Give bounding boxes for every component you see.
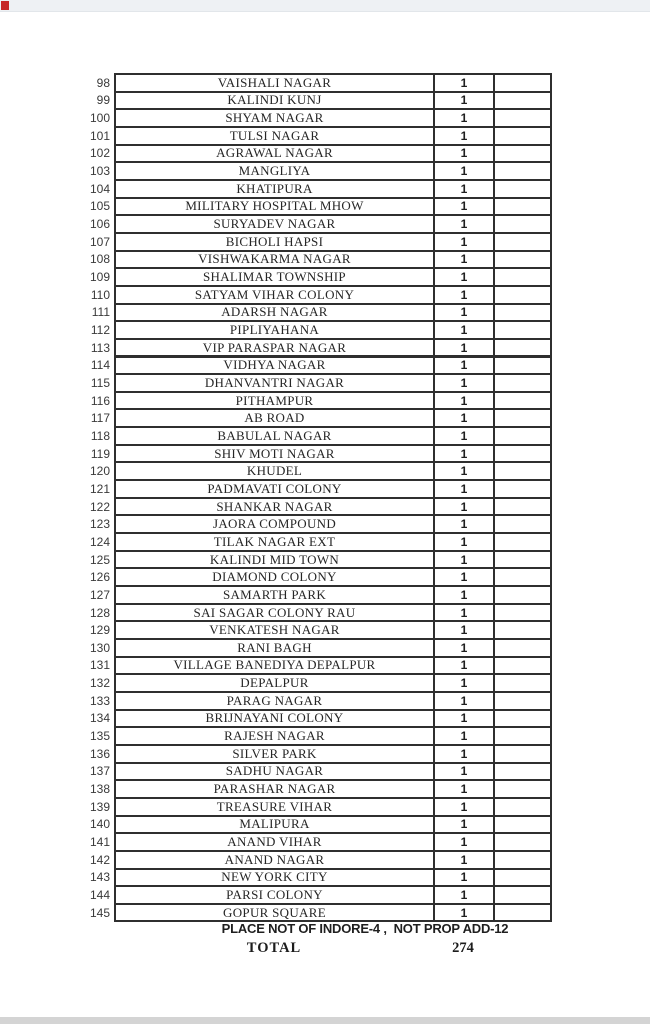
locality-name-cell: PARSI COLONY [226,887,323,903]
empty-cell [493,711,550,727]
locality-name-cell: AGRAWAL NAGAR [216,145,333,161]
count-cell: 1 [433,552,493,568]
locality-name-cell: KHATIPURA [236,180,313,196]
row-number: 142 [89,852,110,867]
locality-name-cell: VAISHALI NAGAR [217,75,332,90]
footer-note: PLACE NOT OF INDORE-4 , NOT PROP ADD-12 [221,921,509,936]
count-cell: 1 [433,605,493,621]
empty-cell [493,675,550,691]
locality-name-cell: DIAMOND COLONY [212,569,337,585]
row-number: 109 [89,270,110,285]
empty-cell [493,552,550,568]
empty-cell [493,534,550,550]
empty-cell [493,410,550,426]
row-number: 133 [89,693,110,708]
row-number: 100 [89,111,110,126]
empty-cell [493,199,550,215]
recording-indicator-icon [1,1,9,10]
row-number: 110 [90,287,110,302]
total-value: 274 [452,940,474,956]
empty-cell [493,181,550,197]
locality-name-cell: VISHWAKARMA NAGAR [198,251,351,267]
empty-cell [493,728,550,744]
row-number: 114 [90,358,110,373]
row-number: 119 [90,446,110,461]
empty-cell [493,446,550,462]
row-number: 143 [89,870,110,885]
empty-cell [493,905,550,921]
empty-cell [493,852,550,868]
count-cell: 1 [433,481,493,497]
count-cell: 1 [433,781,493,797]
locality-name-cell: SHANKAR NAGAR [216,498,333,514]
locality-name-cell: SHALIMAR TOWNSHIP [203,269,346,285]
count-cell: 1 [433,569,493,585]
empty-cell [493,834,550,850]
row-number: 135 [89,729,110,744]
locality-name-cell: RAJESH NAGAR [224,728,325,744]
locality-name-cell: ANAND VIHAR [227,834,322,850]
count-cell: 1 [433,834,493,850]
empty-cell [493,146,550,162]
count-cell: 1 [433,428,493,444]
locality-name-cell: JAORA COMPOUND [212,516,337,532]
row-number: 127 [89,587,110,602]
locality-name-cell: MILITARY HOSPITAL MHOW [185,198,364,214]
empty-cell [493,516,550,532]
row-number: 117 [90,411,110,426]
empty-cell [493,75,550,91]
count-cell: 1 [433,393,493,409]
locality-table [0,73,650,922]
row-number: 113 [90,340,110,355]
count-cell: 1 [433,128,493,144]
row-number: 101 [89,128,110,143]
row-number: 111 [91,305,110,320]
empty-cell [493,128,550,144]
row-number: 144 [89,888,110,902]
locality-name-cell: TULSI NAGAR [229,127,320,143]
empty-cell [493,463,550,479]
locality-name-cell: VILLAGE BANEDIYA DEPALPUR [173,657,376,673]
count-cell: 1 [433,658,493,674]
locality-name-cell: TILAK NAGAR EXT [213,534,336,549]
locality-name-cell: RANI BAGH [237,640,312,655]
row-number: 107 [89,234,110,249]
empty-cell [493,358,550,374]
row-number: 131 [89,658,110,673]
count-cell: 1 [433,516,493,532]
count-cell: 1 [433,499,493,515]
locality-name-cell: DHANVANTRI NAGAR [204,375,345,390]
count-cell: 1 [433,410,493,426]
count-cell: 1 [433,852,493,868]
locality-name-cell: TREASURE VIHAR [216,798,333,814]
locality-name-cell: SHYAM NAGAR [225,110,324,126]
count-cell: 1 [433,640,493,656]
locality-name-cell: BABULAL NAGAR [217,428,332,443]
locality-name-cell: MALIPURA [239,816,310,832]
locality-name-cell: AB ROAD [244,410,305,426]
empty-cell [493,163,550,179]
row-number: 102 [89,146,110,161]
row-number: 121 [89,481,110,496]
count-cell: 1 [433,75,493,91]
empty-cell [493,781,550,797]
locality-name-cell: KHUDEL [246,463,303,479]
empty-cell [493,746,550,762]
count-cell: 1 [433,622,493,638]
empty-cell [493,287,550,303]
count-cell: 1 [433,905,493,921]
count-cell: 1 [433,534,493,550]
row-number: 141 [89,835,110,850]
empty-cell [493,216,550,232]
row-number: 105 [89,199,110,214]
locality-name-cell: SURYADEV NAGAR [213,216,336,232]
locality-name-cell: BRIJNAYANI COLONY [205,710,344,726]
locality-name-cell: ANAND NAGAR [224,851,325,867]
row-number: 137 [89,764,110,779]
row-number: 122 [89,499,110,514]
row-number: 103 [89,164,110,179]
locality-name-cell: VIDHYA NAGAR [223,357,326,373]
row-number: 128 [89,605,110,620]
locality-name-cell: PADMAVATI COLONY [207,481,342,496]
count-cell: 1 [433,799,493,815]
empty-cell [493,693,550,709]
row-number: 124 [89,534,110,549]
locality-name-cell: PIPLIYAHANA [229,322,320,338]
count-cell: 1 [433,110,493,126]
count-cell: 1 [433,587,493,603]
row-number: 104 [89,181,110,196]
row-box [114,903,552,923]
table-row [0,905,650,923]
empty-cell [493,375,550,391]
top-app-bar [0,0,650,12]
row-number: 145 [89,905,110,920]
count-cell: 1 [433,728,493,744]
locality-name-cell: SADHU NAGAR [225,763,324,779]
row-number: 98 [96,75,110,90]
empty-cell [493,340,550,356]
count-cell: 1 [433,252,493,268]
locality-name-cell: VENKATESH NAGAR [209,622,340,638]
row-number: 108 [89,252,110,267]
row-number: 130 [89,640,110,655]
empty-cell [493,764,550,780]
empty-cell [493,305,550,321]
locality-name-cell: PARAG NAGAR [226,692,323,708]
locality-name-cell: VIP PARASPAR NAGAR [202,339,347,355]
count-cell: 1 [433,358,493,374]
row-number: 138 [89,782,110,797]
locality-name-cell: KALINDI MID TOWN [209,551,340,567]
locality-name-cell: ADARSH NAGAR [221,304,328,320]
empty-cell [493,870,550,886]
total-label: TOTAL [246,940,302,956]
row-number: 134 [89,711,110,726]
count-cell: 1 [433,199,493,215]
row-number: 116 [90,393,110,408]
count-cell: 1 [433,163,493,179]
row-number: 118 [90,428,110,443]
count-cell: 1 [433,870,493,886]
count-cell: 1 [433,181,493,197]
count-cell: 1 [433,817,493,833]
empty-cell [493,605,550,621]
locality-name-cell: SAMARTH PARK [222,587,327,602]
count-cell: 1 [433,675,493,691]
count-cell: 1 [433,375,493,391]
locality-name-cell: SATYAM VIHAR COLONY [194,286,355,302]
empty-cell [493,887,550,903]
locality-name-cell: KALINDI KUNJ [227,92,322,108]
locality-name-cell: DEPALPUR [240,675,309,691]
row-number: 132 [89,676,110,691]
empty-cell [493,569,550,585]
row-number: 125 [89,552,110,567]
locality-name-cell: SILVER PARK [232,745,317,761]
empty-cell [493,322,550,338]
row-number: 112 [90,323,110,337]
empty-cell [493,234,550,250]
count-cell: 1 [433,764,493,780]
count-cell: 1 [433,305,493,321]
row-number: 139 [89,799,110,814]
row-number: 140 [89,817,110,832]
row-number: 136 [89,746,110,761]
empty-cell [493,252,550,268]
locality-name-cell: GOPUR SQUARE [223,904,326,920]
count-cell: 1 [433,216,493,232]
empty-cell [493,622,550,638]
count-cell: 1 [433,269,493,285]
count-cell: 1 [433,446,493,462]
empty-cell [493,428,550,444]
bottom-app-bar [0,1017,650,1024]
row-number: 99 [96,93,110,108]
count-cell: 1 [433,711,493,727]
locality-name-cell: BICHOLI HAPSI [225,233,324,249]
locality-name-cell: PARASHAR NAGAR [213,781,336,797]
locality-name-cell: MANGLIYA [238,163,311,179]
empty-cell [493,640,550,656]
count-cell: 1 [433,746,493,762]
empty-cell [493,110,550,126]
count-cell: 1 [433,887,493,903]
count-cell: 1 [433,234,493,250]
row-number: 126 [89,570,110,585]
count-cell: 1 [433,322,493,338]
empty-cell [493,481,550,497]
count-cell: 1 [433,340,493,356]
empty-cell [493,93,550,109]
row-number: 115 [90,375,110,390]
empty-cell [493,658,550,674]
row-number: 123 [89,517,110,532]
count-cell: 1 [433,287,493,303]
empty-cell [493,587,550,603]
count-cell: 1 [433,463,493,479]
row-number: 106 [89,217,110,232]
totals-row [0,940,650,960]
locality-name-cell: NEW YORK CITY [221,869,328,885]
empty-cell [493,393,550,409]
count-cell: 1 [433,146,493,162]
empty-cell [493,269,550,285]
locality-name-cell: SAI SAGAR COLONY RAU [193,604,356,620]
empty-cell [493,499,550,515]
empty-cell [493,817,550,833]
empty-cell [493,799,550,815]
count-cell: 1 [433,93,493,109]
locality-name-cell: SHIV MOTI NAGAR [214,445,335,461]
row-number: 120 [89,464,110,479]
count-cell: 1 [433,693,493,709]
locality-name-cell: PITHAMPUR [235,392,314,408]
row-number: 129 [89,623,110,638]
